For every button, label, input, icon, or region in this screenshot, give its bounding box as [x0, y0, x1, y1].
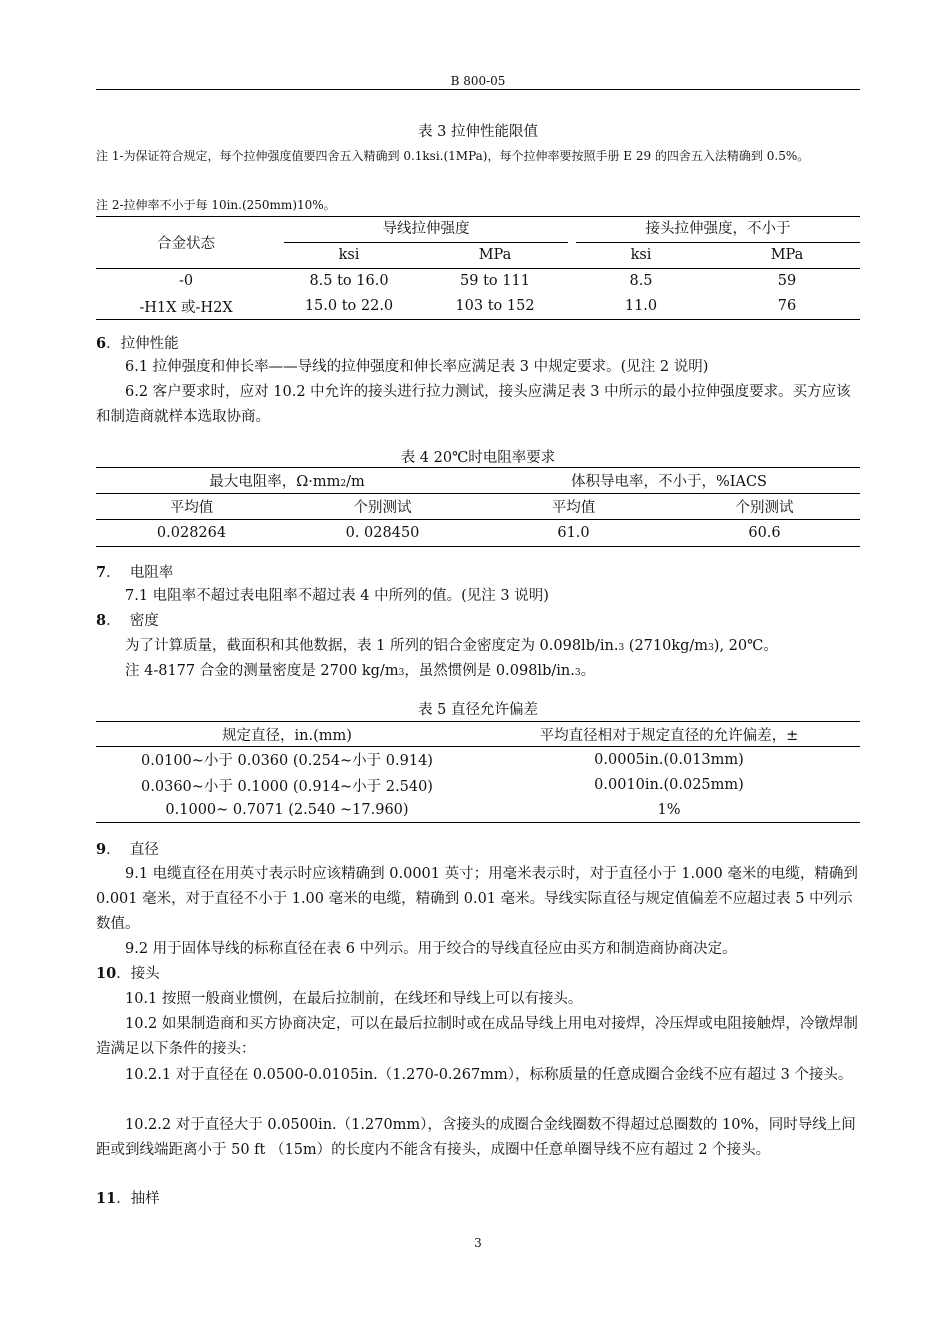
table3-note2: 注 2-拉伸率不小于每 10in.(250mm)10%。: [96, 198, 336, 212]
table4-cell: 0. 028450: [287, 520, 478, 547]
section-number: 9: [96, 841, 107, 858]
table3-cell: -H1X 或-H2X: [96, 294, 276, 319]
table4-header-ind: 个别测试: [287, 494, 478, 520]
section-7-heading: 7． 电阻率: [96, 564, 174, 581]
table-row: [96, 268, 860, 294]
section-title: 直径: [129, 842, 159, 858]
table4-header-avg: 平均值: [478, 494, 669, 520]
table3-cell: 15.0 to 22.0: [276, 294, 422, 319]
paragraph-10-2-1: 10.2.1 对于直径在 0.0500-0.0105in.（1.270-0.267mm），标称质量的任意成圈合金线不应有超过 3 个接头。: [125, 1067, 853, 1083]
table3-header-joint: 接头拉伸强度，不小于: [576, 217, 860, 243]
section-title: 接头: [130, 966, 160, 982]
table4-cell: 60.6: [669, 520, 860, 547]
table5-header-diameter: 规定直径，in.(mm): [96, 722, 478, 747]
table3-note1: 注 1-为保证符合规定，每个拉伸强度值要四舍五入精确到 0.1ksi.(1MPa)，每个拉伸率要按照手册 E 29 的四舍五入法精确到 0.5%。: [96, 149, 810, 163]
paragraph-6-2: 6.2 客户要求时，应对 10.2 中允许的接头进行拉力测试，接头应满足表 3 中所示的最小拉伸强度要求。买方应该和制造商就样本选取协商。: [96, 384, 851, 425]
section-number: 11: [96, 1190, 117, 1207]
table4-header-avg: 平均值: [96, 494, 287, 520]
section-10-heading: 10．接头: [96, 965, 160, 982]
table3-unit-wire-ksi: ksi: [276, 243, 422, 268]
table5: [96, 721, 860, 823]
section-title: 密度: [129, 613, 159, 629]
table5-cell: 0.0005in.(0.013mm): [594, 751, 744, 768]
table3-cell: -0: [178, 273, 194, 290]
section-9-heading: 9． 直径: [96, 841, 159, 858]
table5-cell: 0.1000~ 0.7071 (2.540 ~17.960): [96, 798, 478, 823]
table3-header-wire: 导线拉伸强度: [284, 217, 568, 243]
table4-title: 表 4 20℃时电阻率要求: [400, 450, 556, 466]
table-row: [96, 798, 860, 823]
section-number: 8: [96, 612, 107, 629]
table3-cell: 8.5: [629, 273, 653, 290]
paragraph-6-1: 6.1 拉伸强度和伸长率——导线的拉伸强度和伸长率应满足表 3 中规定要求。(见注 2 说明): [125, 359, 709, 375]
table3-cell: 59 to 111: [460, 273, 530, 290]
paragraph-8-1: 为了计算质量，截面积和其他数据，表 1 所列的铝合金密度定为 0.098lb/in.3 (2710kg/m3), 20℃。: [125, 638, 778, 654]
table3-cell: 11.0: [568, 294, 714, 319]
table5-cell: 0.0360~小于 0.1000 (0.914~小于 2.540): [141, 778, 433, 795]
table-row: [96, 773, 860, 798]
paragraph-10-1: 10.1 按照一般商业惯例，在最后拉制前，在线坯和导线上可以有接头。: [125, 991, 583, 1007]
section-11-heading: 11．抽样: [96, 1190, 160, 1207]
table4: [96, 467, 860, 547]
table5-title: 表 5 直径允许偏差: [418, 702, 538, 718]
table3: [96, 216, 860, 320]
table3-cell: 103 to 152: [422, 294, 568, 319]
table5-header-tolerance: 平均直径相对于规定直径的允许偏差，±: [478, 722, 860, 747]
header-rule: [96, 89, 860, 90]
table3-unit-wire-mpa: MPa: [422, 243, 568, 268]
table4-header-conductivity: 体积导电率，不小于，%IACS: [478, 468, 860, 494]
table4-cell: 61.0: [478, 520, 669, 547]
paragraph-9-1: 9.1 电缆直径在用英寸表示时应该精确到 0.0001 英寸；用毫米表示时，对于直径小于 1.000 毫米的电缆，精确到 0.001 毫米，对于直径不小于 1.00 毫米的电缆，精确到 0.01 毫米。导线实际直径与规定值偏差不应超过表 5 中列示数值。: [96, 866, 858, 932]
paragraph-10-2: 10.2 如果制造商和买方协商决定，可以在最后拉制时或在成品导线上用电对接焊，冷压焊或电阻接触焊，冷镦焊制造满足以下条件的接头：: [96, 1016, 858, 1057]
section-6-heading: 6．拉伸性能: [96, 335, 179, 352]
table5-cell: 0.0100~小于 0.0360 (0.254~小于 0.914): [141, 753, 433, 770]
table-row: [96, 520, 860, 547]
table5-cell: 1%: [478, 798, 860, 823]
section-title: 拉伸性能: [120, 336, 179, 352]
section-number: 6: [96, 335, 107, 352]
page-header: B 800-05: [450, 74, 506, 88]
section-number: 7: [96, 564, 107, 581]
table4-header-ind: 个别测试: [669, 494, 860, 520]
section-number: 10: [96, 965, 117, 982]
table-row: [96, 747, 860, 773]
table3-header-alloy: 合金状态: [96, 217, 276, 269]
table3-cell: 59: [777, 273, 797, 290]
table3-unit-joint-ksi: ksi: [568, 243, 714, 268]
section-title: 电阻率: [129, 565, 174, 581]
table-row: [96, 294, 860, 319]
table4-header-resistivity: 最大电阻率，Ω·mm2/m: [96, 468, 478, 494]
table3-title: 表 3 拉伸性能限值: [418, 124, 538, 140]
table4-cell: 0.028264: [96, 520, 287, 547]
table5-cell: 0.0010in.(0.025mm): [594, 777, 744, 793]
section-8-heading: 8． 密度: [96, 612, 159, 629]
paragraph-7-1: 7.1 电阻率不超过表电阻率不超过表 4 中所列的值。(见注 3 说明): [125, 588, 549, 604]
table3-cell: 76: [714, 294, 860, 319]
table3-unit-joint-mpa: MPa: [714, 243, 860, 268]
section-title: 抽样: [130, 1191, 160, 1207]
paragraph-8-note: 注 4-8177 合金的测量密度是 2700 kg/m3，虽然惯例是 0.098lb/in.3。: [125, 663, 596, 679]
paragraph-10-2-2: 10.2.2 对于直径大于 0.0500in.（1.270mm），含接头的成圈合金线圈数不得超过总圈数的 10%，同时导线上间距或到线端距离小于 50 ft （15m）的长度内不能含有接头，成圈中任意单圈导线不应有超过 2 个接头。: [96, 1117, 856, 1158]
page-number: 3: [474, 1236, 482, 1250]
table3-cell: 8.5 to 16.0: [309, 273, 389, 290]
paragraph-9-2: 9.2 用于固体导线的标称直径在表 6 中列示。用于绞合的导线直径应由买方和制造商协商决定。: [125, 941, 737, 957]
